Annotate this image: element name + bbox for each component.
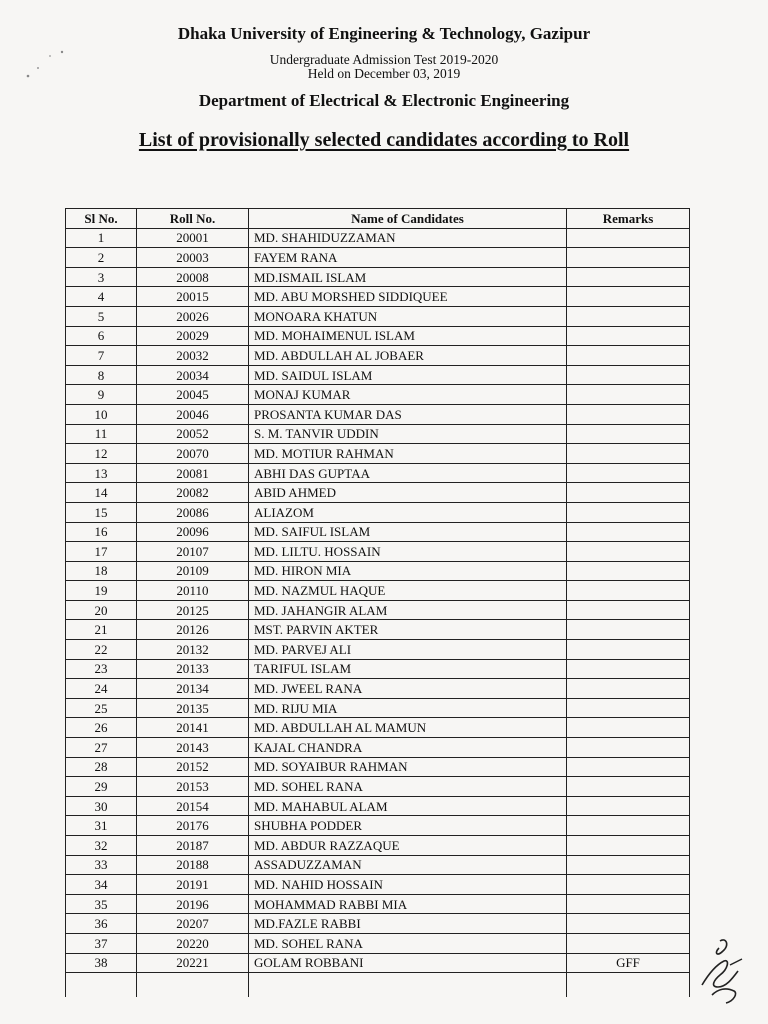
- row-name-cell: PROSANTA KUMAR DAS: [249, 404, 567, 424]
- row-remarks-cell: [567, 914, 690, 934]
- row-name-cell: KAJAL CHANDRA: [249, 738, 567, 758]
- row-name-cell: ALIAZOM: [249, 502, 567, 522]
- row-remarks-cell: [567, 287, 690, 307]
- row-name-cell: MD. SAIDUL ISLAM: [249, 365, 567, 385]
- table-row: [66, 483, 690, 503]
- row-name-cell: MD. JAHANGIR ALAM: [249, 600, 567, 620]
- row-roll-cell: 20082: [137, 483, 249, 503]
- table-row: [66, 346, 690, 366]
- row-remarks-cell: [567, 659, 690, 679]
- row-name-cell: MD. RIJU MIA: [249, 698, 567, 718]
- row-remarks-cell: [567, 738, 690, 758]
- row-name-cell: ASSADUZZAMAN: [249, 855, 567, 875]
- table-row: [66, 542, 690, 562]
- held-date-line: Held on December 03, 2019: [307, 66, 461, 81]
- row-sl-cell: 15: [66, 502, 137, 522]
- row-remarks-cell: [567, 620, 690, 640]
- admission-test-line: Undergraduate Admission Test 2019-2020: [269, 52, 499, 67]
- row-remarks-cell: [567, 502, 690, 522]
- row-remarks-cell: [567, 855, 690, 875]
- row-name-cell: MOHAMMAD RABBI MIA: [249, 894, 567, 914]
- row-name-cell: MD. NAHID HOSSAIN: [249, 875, 567, 895]
- table-row-continuation: [66, 973, 690, 998]
- row-sl-cell: 6: [66, 326, 137, 346]
- table-row: [66, 757, 690, 777]
- row-sl-cell: 1: [66, 228, 137, 248]
- row-roll-cell: 20188: [137, 855, 249, 875]
- row-remarks-cell: [567, 326, 690, 346]
- table-header-row: [66, 209, 690, 229]
- table-row: [66, 796, 690, 816]
- table-row: [66, 640, 690, 660]
- row-remarks-cell: [567, 777, 690, 797]
- row-sl-cell: 32: [66, 836, 137, 856]
- page-title: List of provisionally selected candidates according to Roll: [138, 129, 630, 151]
- row-name-cell: MD. PARVEJ ALI: [249, 640, 567, 660]
- row-roll-cell: 20220: [137, 933, 249, 953]
- table-row: [66, 248, 690, 268]
- table-row: [66, 561, 690, 581]
- row-remarks-cell: [567, 875, 690, 895]
- row-roll-cell: 20052: [137, 424, 249, 444]
- row-roll-cell: 20207: [137, 914, 249, 934]
- table-row: [66, 463, 690, 483]
- row-sl-cell: 10: [66, 404, 137, 424]
- col-header-name: Name of Candidates: [249, 209, 567, 229]
- paper-speck-icon: [20, 48, 70, 88]
- department-name: Department of Electrical & Electronic Engineering: [198, 91, 570, 110]
- row-sl-cell: 20: [66, 600, 137, 620]
- row-name-cell: MD. ABDULLAH AL JOBAER: [249, 346, 567, 366]
- table-body: [66, 228, 690, 997]
- row-sl-cell: 17: [66, 542, 137, 562]
- row-remarks-cell: [567, 248, 690, 268]
- row-roll-cell: 20143: [137, 738, 249, 758]
- row-remarks-cell: [567, 933, 690, 953]
- row-name-cell: MD. SOYAIBUR RAHMAN: [249, 757, 567, 777]
- row-remarks-cell: [567, 365, 690, 385]
- row-roll-cell: 20110: [137, 581, 249, 601]
- row-sl-cell: 7: [66, 346, 137, 366]
- row-name-cell: SHUBHA PODDER: [249, 816, 567, 836]
- row-remarks-cell: [567, 836, 690, 856]
- table-row: [66, 698, 690, 718]
- row-sl-cell: 37: [66, 933, 137, 953]
- row-sl-cell: 12: [66, 444, 137, 464]
- row-sl-cell: 22: [66, 640, 137, 660]
- row-name-cell: MD.ISMAIL ISLAM: [249, 267, 567, 287]
- row-name-cell: MD. ABDUR RAZZAQUE: [249, 836, 567, 856]
- row-name-cell: MD. ABU MORSHED SIDDIQUEE: [249, 287, 567, 307]
- row-roll-cell: 20187: [137, 836, 249, 856]
- table-row: [66, 326, 690, 346]
- university-name: Dhaka University of Engineering & Technology, Gazipur: [177, 24, 591, 43]
- table-row: [66, 267, 690, 287]
- row-remarks-cell: [567, 894, 690, 914]
- row-name-cell: MD. MAHABUL ALAM: [249, 796, 567, 816]
- row-sl-cell: 29: [66, 777, 137, 797]
- row-sl-cell: 30: [66, 796, 137, 816]
- table-row: [66, 777, 690, 797]
- row-roll-cell: 20176: [137, 816, 249, 836]
- row-sl-cell: 38: [66, 953, 137, 973]
- row-roll-cell: 20008: [137, 267, 249, 287]
- row-roll-cell: 20152: [137, 757, 249, 777]
- row-sl-cell: 19: [66, 581, 137, 601]
- table-row: [66, 855, 690, 875]
- row-sl-cell: 36: [66, 914, 137, 934]
- table-row: [66, 816, 690, 836]
- table-row: [66, 404, 690, 424]
- col-header-roll: Roll No.: [137, 209, 249, 229]
- table-row: [66, 385, 690, 405]
- row-remarks-cell: [567, 698, 690, 718]
- row-name-cell: MD. HIRON MIA: [249, 561, 567, 581]
- row-sl-cell: 33: [66, 855, 137, 875]
- empty-cell: [249, 973, 567, 998]
- row-roll-cell: 20191: [137, 875, 249, 895]
- table-row: [66, 718, 690, 738]
- row-remarks-cell: [567, 267, 690, 287]
- row-sl-cell: 21: [66, 620, 137, 640]
- row-sl-cell: 5: [66, 306, 137, 326]
- row-remarks-cell: [567, 404, 690, 424]
- table-row: [66, 933, 690, 953]
- row-sl-cell: 8: [66, 365, 137, 385]
- row-roll-cell: 20029: [137, 326, 249, 346]
- row-remarks-cell: [567, 816, 690, 836]
- row-roll-cell: 20154: [137, 796, 249, 816]
- row-roll-cell: 20086: [137, 502, 249, 522]
- row-remarks-cell: [567, 385, 690, 405]
- row-sl-cell: 25: [66, 698, 137, 718]
- row-sl-cell: 27: [66, 738, 137, 758]
- row-remarks-cell: [567, 600, 690, 620]
- table-row: [66, 738, 690, 758]
- candidates-table: [65, 208, 690, 997]
- table-row: [66, 894, 690, 914]
- row-remarks-cell: [567, 640, 690, 660]
- row-remarks-cell: GFF: [567, 953, 690, 973]
- table-row: [66, 522, 690, 542]
- table-row: [66, 287, 690, 307]
- row-sl-cell: 13: [66, 463, 137, 483]
- table-row: [66, 875, 690, 895]
- table-row: [66, 600, 690, 620]
- row-sl-cell: 16: [66, 522, 137, 542]
- row-sl-cell: 26: [66, 718, 137, 738]
- col-header-remarks: Remarks: [567, 209, 690, 229]
- row-roll-cell: 20070: [137, 444, 249, 464]
- row-remarks-cell: [567, 581, 690, 601]
- row-name-cell: S. M. TANVIR UDDIN: [249, 424, 567, 444]
- row-roll-cell: 20003: [137, 248, 249, 268]
- row-roll-cell: 20032: [137, 346, 249, 366]
- row-name-cell: MD.FAZLE RABBI: [249, 914, 567, 934]
- col-header-sl: Sl No.: [66, 209, 137, 229]
- signature-icon: [690, 935, 750, 1007]
- row-name-cell: MD. MOTIUR RAHMAN: [249, 444, 567, 464]
- row-sl-cell: 14: [66, 483, 137, 503]
- row-roll-cell: 20125: [137, 600, 249, 620]
- row-roll-cell: 20109: [137, 561, 249, 581]
- row-roll-cell: 20153: [137, 777, 249, 797]
- empty-cell: [567, 973, 690, 998]
- row-remarks-cell: [567, 463, 690, 483]
- table-row: [66, 679, 690, 699]
- row-roll-cell: 20132: [137, 640, 249, 660]
- table-row: [66, 306, 690, 326]
- row-name-cell: ABID AHMED: [249, 483, 567, 503]
- row-sl-cell: 31: [66, 816, 137, 836]
- row-remarks-cell: [567, 796, 690, 816]
- table-row: [66, 836, 690, 856]
- row-name-cell: ABHI DAS GUPTAA: [249, 463, 567, 483]
- row-remarks-cell: [567, 542, 690, 562]
- row-name-cell: MD. LILTU. HOSSAIN: [249, 542, 567, 562]
- row-sl-cell: 4: [66, 287, 137, 307]
- table-row: [66, 581, 690, 601]
- row-name-cell: GOLAM ROBBANI: [249, 953, 567, 973]
- row-roll-cell: 20141: [137, 718, 249, 738]
- row-name-cell: MST. PARVIN AKTER: [249, 620, 567, 640]
- row-roll-cell: 20133: [137, 659, 249, 679]
- table-row: [66, 914, 690, 934]
- row-remarks-cell: [567, 561, 690, 581]
- row-roll-cell: 20034: [137, 365, 249, 385]
- table-row: [66, 620, 690, 640]
- row-sl-cell: 11: [66, 424, 137, 444]
- row-name-cell: TARIFUL ISLAM: [249, 659, 567, 679]
- row-sl-cell: 9: [66, 385, 137, 405]
- row-name-cell: MD. SOHEL RANA: [249, 777, 567, 797]
- table-row: [66, 659, 690, 679]
- row-roll-cell: 20046: [137, 404, 249, 424]
- row-remarks-cell: [567, 679, 690, 699]
- row-roll-cell: 20001: [137, 228, 249, 248]
- row-name-cell: MD. SOHEL RANA: [249, 933, 567, 953]
- row-name-cell: MONAJ KUMAR: [249, 385, 567, 405]
- row-sl-cell: 2: [66, 248, 137, 268]
- row-name-cell: MD. SHAHIDUZZAMAN: [249, 228, 567, 248]
- table-row: [66, 424, 690, 444]
- row-sl-cell: 18: [66, 561, 137, 581]
- row-roll-cell: 20126: [137, 620, 249, 640]
- row-sl-cell: 3: [66, 267, 137, 287]
- row-roll-cell: 20096: [137, 522, 249, 542]
- row-roll-cell: 20196: [137, 894, 249, 914]
- empty-cell: [137, 973, 249, 998]
- row-remarks-cell: [567, 424, 690, 444]
- row-sl-cell: 28: [66, 757, 137, 777]
- row-roll-cell: 20015: [137, 287, 249, 307]
- row-remarks-cell: [567, 522, 690, 542]
- row-name-cell: MD. SAIFUL ISLAM: [249, 522, 567, 542]
- row-name-cell: MD. MOHAIMENUL ISLAM: [249, 326, 567, 346]
- row-sl-cell: 34: [66, 875, 137, 895]
- row-roll-cell: 20221: [137, 953, 249, 973]
- row-remarks-cell: [567, 346, 690, 366]
- row-remarks-cell: [567, 444, 690, 464]
- row-roll-cell: 20045: [137, 385, 249, 405]
- row-roll-cell: 20081: [137, 463, 249, 483]
- row-name-cell: MD. NAZMUL HAQUE: [249, 581, 567, 601]
- table-row: [66, 365, 690, 385]
- row-roll-cell: 20135: [137, 698, 249, 718]
- row-sl-cell: 24: [66, 679, 137, 699]
- row-remarks-cell: [567, 718, 690, 738]
- table-row: [66, 953, 690, 973]
- row-sl-cell: 23: [66, 659, 137, 679]
- row-remarks-cell: [567, 306, 690, 326]
- row-name-cell: MONOARA KHATUN: [249, 306, 567, 326]
- row-name-cell: MD. ABDULLAH AL MAMUN: [249, 718, 567, 738]
- table-row: [66, 228, 690, 248]
- row-roll-cell: 20134: [137, 679, 249, 699]
- table-row: [66, 444, 690, 464]
- row-remarks-cell: [567, 757, 690, 777]
- row-name-cell: FAYEM RANA: [249, 248, 567, 268]
- row-sl-cell: 35: [66, 894, 137, 914]
- empty-cell: [66, 973, 137, 998]
- row-remarks-cell: [567, 483, 690, 503]
- row-roll-cell: 20026: [137, 306, 249, 326]
- row-name-cell: MD. JWEEL RANA: [249, 679, 567, 699]
- row-remarks-cell: [567, 228, 690, 248]
- row-roll-cell: 20107: [137, 542, 249, 562]
- table-row: [66, 502, 690, 522]
